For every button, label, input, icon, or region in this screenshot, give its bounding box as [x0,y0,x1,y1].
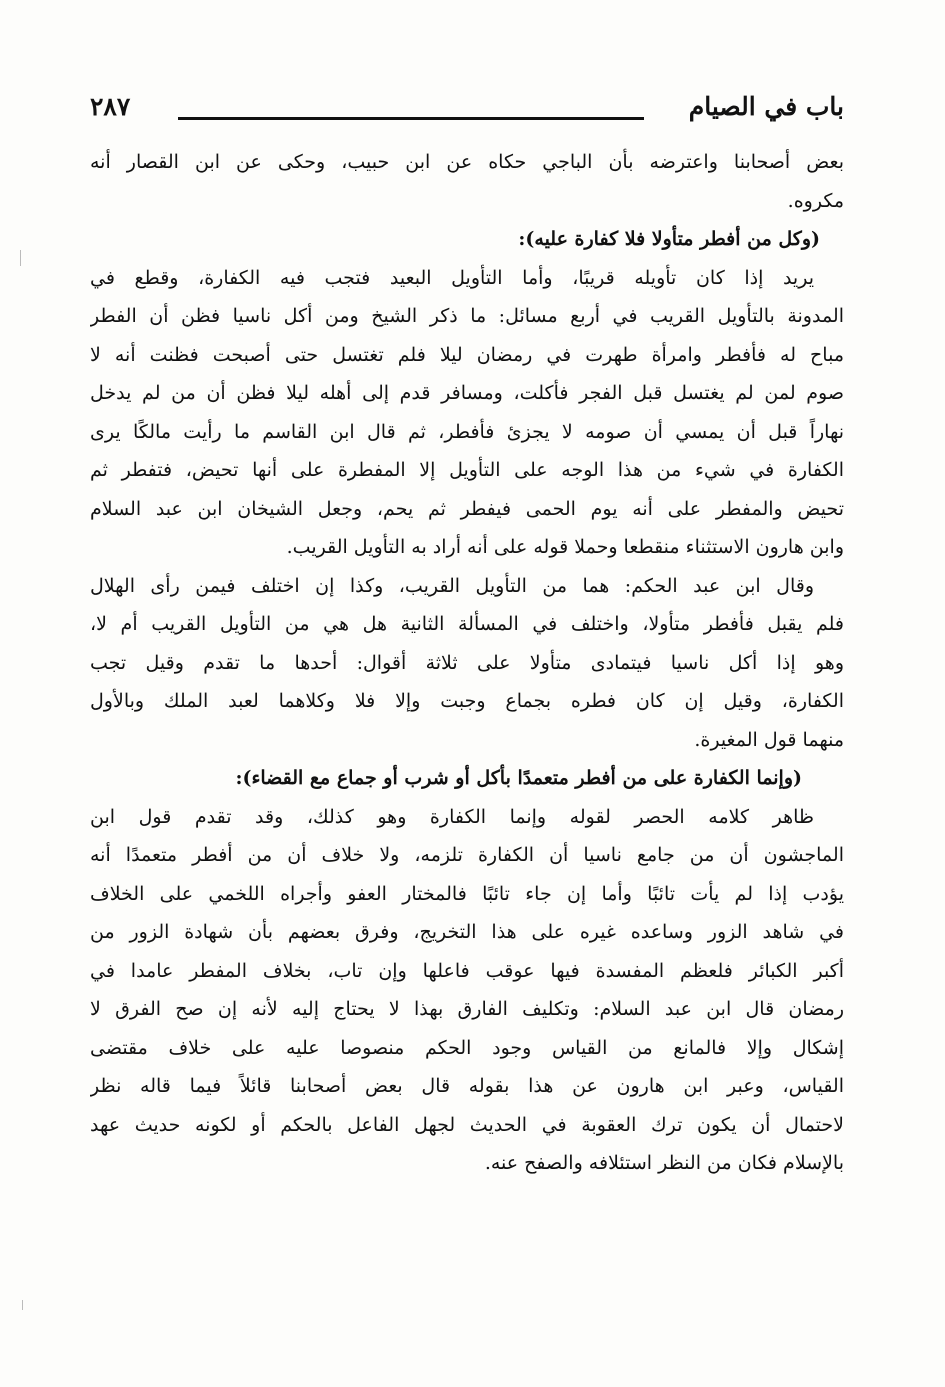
text-line: منهما قول المغيرة. [694,728,844,751]
text-line: بعض أصحابنا واعترضه بأن الباجي حكاه عن ابن حبيب، وحكى عن ابن القصار أنه [90,151,844,173]
text-line: تحيض والمفطر على أنه يوم الحمى فيفطر ثم يحم، وجعل الشيخان ابن عبد السلام [90,497,844,520]
text-line: رمضان قال ابن عبد السلام: وتكليف الفارق بهذا لا يحتاج إليه لأنه إن صح الفرق لا [90,998,844,1020]
page-number: ٢٨٧ [90,92,131,121]
section-heading: (وكل من أفطر متأولا فلا كفارة عليه): [518,228,820,250]
text-line: فلم يقبل فأفطر متأولا، واختلف في المسألة الثانية هل هي من التأويل القريب أم لا، [90,613,844,635]
running-title: باب في الصيام [688,92,844,121]
text-line: إشكال وإلا فالمانع من القياس وجود الحكم منصوصا عليه على خلاف مقتضى [90,1036,844,1059]
scan-mark [22,1300,23,1310]
text-line: يؤدب إذا لم يأت تائبًا وأما إن جاء تائبًا فالمختار العفو وأجراه اللخمي على الخلاف [90,882,844,905]
header-rule [178,117,644,120]
text-line: نهاراً قبل أن يمسي أن صومه لا يجزئ فأفطر، ثم قال ابن القاسم ما رأيت مالكًا يرى [90,420,844,443]
text-line: في شاهد الزور وساعده غيره على هذا التخريج، وفرق بعضهم بأن شهادة الزور من [90,921,844,943]
text-line: يريد إذا كان تأويله قريبًا، وأما التأويل البعيد فتجب فيه الكفارة، وقطع في [90,266,814,289]
text-line: المدونة بالتأويل القريب في أربع مسائل: ما ذكر الشيخ ومن أكل ناسيا فظن أن الفطر [90,305,844,327]
text-line: بالإسلام فكان من النظر استئلافه والصفح عنه. [484,1152,844,1174]
text-line: مكروه. [787,189,844,212]
text-line: الماجشون أن من جامع ناسيا أن الكفارة تلزمه، ولا خلاف أن من أفطر متعمدًا أنه [90,844,844,866]
text-line: ظاهر كلامه الحصر لقوله وإنما الكفارة وهو كذلك، وقد تقدم قول ابن [90,805,814,828]
text-line: القياس، وعبر ابن هارون عن هذا بقوله قال بعض أصحابنا قائلاً فيما قاله نظر [90,1075,844,1097]
text-line: وقال ابن عبد الحكم: هما من التأويل القريب، وكذا إن اختلف فيمن رأى الهلال [90,574,814,597]
text-line: الكفارة، وقيل إن كان فطره بجماع وجبت وإلا فلا وكلاهما لعبد الملك وبالأول [90,690,844,712]
page-header [90,92,844,132]
scan-mark [20,250,21,266]
text-line: صوم لمن لم يغتسل قبل الفجر فأكلت، ومسافر قدم إلى أهله ليلا فظن أن من لم يدخل [90,382,844,404]
section-heading: (وإنما الكفارة على من أفطر متعمدًا بأكل أو شرب أو جماع مع القضاء): [235,767,802,789]
text-line: الكفارة في شيء من هذا الوجه على التأويل إلا المفطرة على أنها تحيض، فتفطر ثم [90,459,844,481]
text-line: مباح له فأفطر وامرأة طهرت في رمضان ليلا فلم تغتسل حتى أصبحت فظنت أنه لا [90,343,844,366]
text-line: لاحتمال أن يكون ترك العقوبة في الحديث لجهل الفاعل بالحكم أو لكونه حديث عهد [90,1113,844,1136]
text-line: أكبر الكبائر فلعظم المفسدة فيها عوقب فاعلها وإن تاب، بخلاف المفطر عامدا في [90,959,844,982]
page-body [90,143,844,1183]
text-line: وابن هارون الاستثناء منقطعا وحملا قوله على أنه أراد به التأويل القريب. [286,536,844,558]
text-line: وهو إذا أكل ناسيا فيتمادى متأولا على ثلاثة أقوال: أحدها ما تقدم وقيل تجب [90,651,844,674]
